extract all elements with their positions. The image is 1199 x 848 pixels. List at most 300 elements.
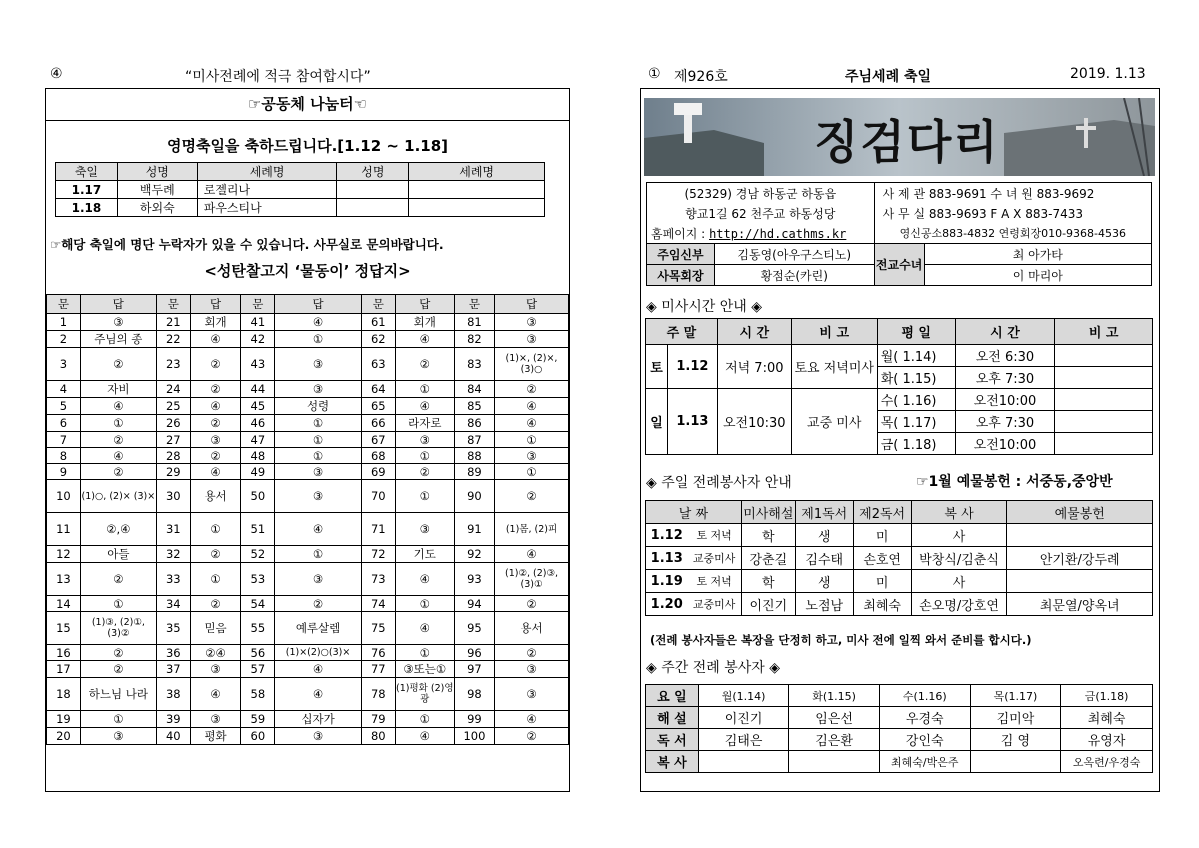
quiz-answer: ①: [275, 448, 362, 464]
name-table-header-row: [56, 163, 545, 181]
quiz-number: 74: [361, 596, 395, 612]
quiz-number: 84: [454, 381, 494, 398]
quiz-answer: ②: [80, 563, 156, 596]
quiz-number: 100: [454, 728, 494, 745]
quiz-answer: 라자로: [395, 415, 454, 432]
mass-row: [646, 345, 1153, 367]
weekly-cell: 우경숙: [879, 707, 970, 729]
mass-header: 주 말: [646, 319, 718, 345]
quiz-answer: ②: [190, 448, 241, 464]
quiz-number: 38: [156, 678, 190, 711]
slogan: “미사전례에 적극 참여합시다”: [185, 69, 371, 85]
weekly-row-label: 요 일: [646, 685, 699, 707]
quiz-number: 94: [454, 596, 494, 612]
server-date: 1.20: [646, 593, 688, 616]
weekday-date: 수( 1.16): [877, 389, 955, 411]
weekly-server-title: ◈ 주간 전례 봉사자 ◈: [646, 660, 781, 676]
quiz-number: 75: [361, 612, 395, 645]
weekly-cell: [970, 751, 1061, 773]
quiz-answer: ③: [275, 464, 362, 480]
quiz-number: 89: [454, 464, 494, 480]
quiz-number: 99: [454, 711, 494, 728]
quiz-answer: ③: [275, 348, 362, 381]
weekly-cell: 유영자: [1061, 729, 1153, 751]
quiz-number: 57: [241, 661, 275, 678]
quiz-number: 20: [47, 728, 81, 745]
quiz-number: 77: [361, 661, 395, 678]
quiz-answer: ④: [190, 398, 241, 415]
quiz-number: 73: [361, 563, 395, 596]
weekly-row-label: 복 사: [646, 751, 699, 773]
sunday-server-table: [645, 500, 1153, 616]
mass-row: [646, 389, 1153, 411]
phone-line-2: 사 무 실 883-9693 F A X 883-7433: [874, 203, 1151, 223]
quiz-answer: 하느님 나라: [80, 678, 156, 711]
quiz-answer: 기도: [395, 546, 454, 563]
mass-header: 평 일: [877, 319, 955, 345]
quiz-answer: 아들: [80, 546, 156, 563]
weekly-row-label: 독 서: [646, 729, 699, 751]
quiz-row: [47, 711, 569, 728]
server-name: 안기환/강두례: [1007, 547, 1153, 570]
quiz-answer: ③: [275, 480, 362, 513]
server-name: 미: [853, 570, 911, 593]
quiz-row: [47, 612, 569, 645]
quiz-answer: (1)평화 (2)영광: [395, 678, 454, 711]
quiz-number: 45: [241, 398, 275, 415]
quiz-answer: ③: [495, 678, 569, 711]
weekday-note: [1055, 433, 1153, 455]
weekly-row-label: 해 설: [646, 707, 699, 729]
quiz-answer: ③: [190, 432, 241, 448]
server-row: [646, 547, 1153, 570]
name-table-cell: 1.17: [56, 181, 118, 199]
server-name: 박창식/김춘식: [911, 547, 1007, 570]
quiz-answer: ②: [80, 432, 156, 448]
quiz-number: 9: [47, 464, 81, 480]
quiz-answer: ③: [275, 381, 362, 398]
weekend-note: 교중 미사: [791, 389, 877, 455]
quiz-header: 답: [190, 295, 241, 314]
server-header-row: [646, 501, 1153, 524]
quiz-answer: ③: [395, 513, 454, 546]
quiz-answer: ④: [275, 513, 362, 546]
quiz-number: 2: [47, 331, 81, 348]
homepage-link[interactable]: http://hd.cathms.kr: [709, 226, 847, 241]
address-line-2: 향교1길 62 천주교 하동성당: [647, 203, 875, 223]
weekly-cell: 수(1.16): [879, 685, 970, 707]
server-name: 학: [741, 570, 795, 593]
quiz-row: [47, 331, 569, 348]
mass-time-title: ◈ 미사시간 안내 ◈: [646, 299, 763, 315]
quiz-number: 81: [454, 314, 494, 331]
quiz-number: 76: [361, 645, 395, 661]
quiz-answer: ②: [190, 415, 241, 432]
quiz-number: 10: [47, 480, 81, 513]
weekly-cell: 임은선: [789, 707, 880, 729]
quiz-number: 86: [454, 415, 494, 432]
quiz-answer: ①: [395, 711, 454, 728]
quiz-answer: ④: [395, 563, 454, 596]
quiz-number: 85: [454, 398, 494, 415]
server-name: 손호연: [853, 547, 911, 570]
quiz-number: 29: [156, 464, 190, 480]
server-name: [1007, 524, 1153, 547]
quiz-answer: ①: [190, 563, 241, 596]
quiz-header: 문: [241, 295, 275, 314]
quiz-answer: 십자가: [275, 711, 362, 728]
weekly-server-table: [645, 684, 1153, 773]
quiz-number: 22: [156, 331, 190, 348]
quiz-answer: 자비: [80, 381, 156, 398]
weekend-time: 오전10:30: [717, 389, 791, 455]
quiz-row: [47, 678, 569, 711]
quiz-header: 답: [80, 295, 156, 314]
weekly-cell: 김미악: [970, 707, 1061, 729]
quiz-answer: ②: [275, 596, 362, 612]
server-name: 최혜숙: [853, 593, 911, 616]
quiz-answer: ③: [275, 728, 362, 745]
mass-header: 시 간: [717, 319, 791, 345]
quiz-number: 55: [241, 612, 275, 645]
weekly-cell: [698, 751, 789, 773]
quiz-answer: ②: [80, 464, 156, 480]
server-name: 노점남: [795, 593, 853, 616]
server-name: 사: [911, 524, 1007, 547]
quiz-number: 19: [47, 711, 81, 728]
quiz-row: [47, 546, 569, 563]
quiz-number: 13: [47, 563, 81, 596]
quiz-number: 14: [47, 596, 81, 612]
bulletin-date: 2019. 1.13: [1070, 66, 1146, 82]
quiz-answer: ②: [395, 464, 454, 480]
quiz-number: 91: [454, 513, 494, 546]
feast-name-table: [55, 162, 545, 217]
quiz-answer-title: <성탄찰고지 ‘물동이’ 정답지>: [204, 262, 411, 280]
feast-title: 영명축일을 축하드립니다.[1.12 ~ 1.18]: [166, 137, 449, 155]
quiz-number: 70: [361, 480, 395, 513]
nun-label: 전교수녀: [874, 244, 924, 286]
name-table-cell: 파우스티나: [197, 199, 337, 217]
quiz-number: 5: [47, 398, 81, 415]
weekly-cell: 강인숙: [879, 729, 970, 751]
quiz-number: 50: [241, 480, 275, 513]
quiz-answer: ①: [275, 546, 362, 563]
quiz-answer: ④: [190, 678, 241, 711]
name-table-cell: [337, 181, 409, 199]
quiz-header: 문: [47, 295, 81, 314]
server-mass-type: 토 저녁: [687, 570, 741, 593]
quiz-row: [47, 645, 569, 661]
weekly-cell: 오옥련/우경숙: [1061, 751, 1153, 773]
quiz-number: 78: [361, 678, 395, 711]
nun-name-1: 최 아가타: [924, 244, 1151, 265]
quiz-number: 47: [241, 432, 275, 448]
quiz-answer: ④: [395, 398, 454, 415]
server-mass-type: 교중미사: [687, 547, 741, 570]
quiz-answer: ①: [395, 480, 454, 513]
issue-number: 제926호: [674, 69, 728, 85]
quiz-answer: ①: [80, 711, 156, 728]
weekly-cell: 최혜숙: [1061, 707, 1153, 729]
council-name: 황점순(카린): [714, 265, 874, 286]
quiz-answer: ②: [495, 480, 569, 513]
quiz-answer: ②: [395, 348, 454, 381]
quiz-number: 61: [361, 314, 395, 331]
weekday-date: 목( 1.17): [877, 411, 955, 433]
weekday-time: 오전10:00: [955, 389, 1055, 411]
quiz-number: 21: [156, 314, 190, 331]
quiz-number: 67: [361, 432, 395, 448]
quiz-header: 답: [495, 295, 569, 314]
quiz-number: 69: [361, 464, 395, 480]
weekly-cell: 김태은: [698, 729, 789, 751]
quiz-number: 30: [156, 480, 190, 513]
name-table-header: 성명: [337, 163, 409, 181]
weekend-date: 1.13: [667, 389, 717, 455]
quiz-number: 16: [47, 645, 81, 661]
weekend-day: 일: [646, 389, 668, 455]
quiz-row: [47, 513, 569, 546]
quiz-number: 53: [241, 563, 275, 596]
name-table-header: 축일: [56, 163, 118, 181]
quiz-number: 83: [454, 348, 494, 381]
quiz-answer: 성령: [275, 398, 362, 415]
weekly-row: [646, 751, 1153, 773]
quiz-number: 25: [156, 398, 190, 415]
quiz-number: 56: [241, 645, 275, 661]
server-header: 복 사: [911, 501, 1007, 524]
weekly-cell: [789, 751, 880, 773]
quiz-row: [47, 314, 569, 331]
mass-header: 시 간: [955, 319, 1055, 345]
weekday-date: 금( 1.18): [877, 433, 955, 455]
quiz-answer: ①: [395, 596, 454, 612]
quiz-answer: ④: [275, 678, 362, 711]
server-note: (전례 봉사자들은 복장을 단정히 하고, 미사 전에 일찍 와서 준비를 합시다.): [650, 633, 1032, 647]
quiz-number: 71: [361, 513, 395, 546]
quiz-answer: ①: [395, 448, 454, 464]
quiz-answer: ①: [80, 596, 156, 612]
quiz-row: [47, 415, 569, 432]
server-row: [646, 524, 1153, 547]
weekday-time: 오후 7:30: [955, 411, 1055, 433]
server-guide-title: ◈ 주일 전례봉사자 안내: [646, 475, 792, 491]
quiz-answer: ④: [495, 415, 569, 432]
quiz-answer: ②④: [190, 645, 241, 661]
quiz-number: 40: [156, 728, 190, 745]
quiz-answer: ①: [395, 645, 454, 661]
quiz-number: 80: [361, 728, 395, 745]
quiz-answer: ③또는①: [395, 661, 454, 678]
quiz-number: 98: [454, 678, 494, 711]
name-table-cell: 1.18: [56, 199, 118, 217]
server-row: [646, 570, 1153, 593]
quiz-answer: ①: [190, 513, 241, 546]
server-header: 제1독서: [795, 501, 853, 524]
quiz-number: 4: [47, 381, 81, 398]
name-table-cell: [409, 181, 545, 199]
quiz-answer: ②: [495, 596, 569, 612]
quiz-answer: ①: [495, 464, 569, 480]
server-name: 생: [795, 524, 853, 547]
quiz-number: 44: [241, 381, 275, 398]
left-page-number: ④: [50, 66, 63, 82]
divider: [45, 120, 570, 121]
quiz-number: 36: [156, 645, 190, 661]
quiz-answer: ②: [80, 348, 156, 381]
feast-name: 주님세례 축일: [845, 69, 932, 85]
quiz-number: 79: [361, 711, 395, 728]
quiz-number: 34: [156, 596, 190, 612]
name-table-cell: [409, 199, 545, 217]
weekday-note: [1055, 389, 1153, 411]
quiz-answer: ④: [190, 464, 241, 480]
quiz-number: 42: [241, 331, 275, 348]
quiz-answer: ②: [495, 728, 569, 745]
mass-header: 비 고: [791, 319, 877, 345]
quiz-number: 6: [47, 415, 81, 432]
server-header: 제2독서: [853, 501, 911, 524]
quiz-number: 3: [47, 348, 81, 381]
quiz-answer: ④: [495, 398, 569, 415]
quiz-answer: (1)몸, (2)피: [495, 513, 569, 546]
quiz-answer: (1)○, (2)× (3)×: [80, 480, 156, 513]
quiz-number: 66: [361, 415, 395, 432]
name-table-header: 세례명: [409, 163, 545, 181]
quiz-answer: ③: [495, 331, 569, 348]
quiz-answer: ③: [395, 432, 454, 448]
quiz-answer: 회개: [395, 314, 454, 331]
mass-header-row: [646, 319, 1153, 345]
offering-notice: ☞1월 예물봉헌 : 서중동,중앙반: [916, 474, 1113, 490]
quiz-answer: 용서: [495, 612, 569, 645]
quiz-number: 43: [241, 348, 275, 381]
quiz-number: 49: [241, 464, 275, 480]
quiz-answer: ①: [275, 331, 362, 348]
quiz-answer: ④: [395, 331, 454, 348]
quiz-number: 41: [241, 314, 275, 331]
quiz-number: 18: [47, 678, 81, 711]
server-name: 생: [795, 570, 853, 593]
notice-text: ☞해당 축일에 명단 누락자가 있을 수 있습니다. 사무실로 문의바랍니다.: [50, 237, 444, 252]
quiz-number: 54: [241, 596, 275, 612]
quiz-row: [47, 563, 569, 596]
server-date: 1.12: [646, 524, 688, 547]
quiz-row: [47, 661, 569, 678]
quiz-number: 64: [361, 381, 395, 398]
quiz-answer: ②: [495, 381, 569, 398]
quiz-answer: ④: [495, 546, 569, 563]
quiz-answer-table: [46, 294, 569, 745]
quiz-number: 97: [454, 661, 494, 678]
right-page-header: [640, 66, 1160, 88]
quiz-number: 65: [361, 398, 395, 415]
left-page-header: [45, 66, 570, 88]
quiz-answer: ③: [495, 661, 569, 678]
weekday-time: 오전10:00: [955, 433, 1055, 455]
weekday-time: 오전 6:30: [955, 345, 1055, 367]
quiz-answer: ④: [190, 331, 241, 348]
weekday-note: [1055, 411, 1153, 433]
weekend-time: 저녁 7:00: [717, 345, 791, 389]
weekly-cell: 금(1.18): [1061, 685, 1153, 707]
quiz-number: 15: [47, 612, 81, 645]
quiz-answer: ④: [80, 398, 156, 415]
quiz-answer: ②: [190, 596, 241, 612]
quiz-number: 72: [361, 546, 395, 563]
mass-time-table: [645, 318, 1153, 455]
quiz-number: 32: [156, 546, 190, 563]
mass-header: 비 고: [1055, 319, 1153, 345]
homepage: [647, 223, 875, 244]
name-table-cell: [337, 199, 409, 217]
quiz-row: [47, 728, 569, 745]
quiz-number: 26: [156, 415, 190, 432]
quiz-number: 93: [454, 563, 494, 596]
quiz-header: 문: [156, 295, 190, 314]
quiz-row: [47, 381, 569, 398]
quiz-number: 58: [241, 678, 275, 711]
community-title: ☞공동체 나눔터☜: [247, 95, 368, 113]
server-header: 날 짜: [646, 501, 742, 524]
quiz-answer: (1)②, (2)③, (3)①: [495, 563, 569, 596]
quiz-number: 33: [156, 563, 190, 596]
quiz-number: 46: [241, 415, 275, 432]
pastor-label: 주임신부: [647, 244, 715, 265]
quiz-number: 87: [454, 432, 494, 448]
quiz-answer: ③: [275, 563, 362, 596]
quiz-number: 95: [454, 612, 494, 645]
weekly-cell: 목(1.17): [970, 685, 1061, 707]
weekly-cell: 월(1.14): [698, 685, 789, 707]
bulletin-banner: [644, 98, 1155, 176]
weekly-row: [646, 707, 1153, 729]
name-table-header: 세례명: [197, 163, 337, 181]
quiz-answer: ④: [275, 314, 362, 331]
server-name: 김수태: [795, 547, 853, 570]
quiz-row: [47, 596, 569, 612]
quiz-answer: 믿음: [190, 612, 241, 645]
quiz-answer: 주님의 종: [80, 331, 156, 348]
quiz-answer: ④: [495, 711, 569, 728]
server-mass-type: 토 저녁: [687, 524, 741, 547]
quiz-answer: ①: [275, 432, 362, 448]
quiz-number: 63: [361, 348, 395, 381]
quiz-answer: 회개: [190, 314, 241, 331]
name-table-row: [56, 181, 545, 199]
weekend-date: 1.12: [667, 345, 717, 389]
weekly-row: [646, 685, 1153, 707]
quiz-number: 23: [156, 348, 190, 381]
quiz-number: 31: [156, 513, 190, 546]
quiz-answer: ①: [80, 415, 156, 432]
quiz-number: 51: [241, 513, 275, 546]
quiz-answer: ③: [190, 661, 241, 678]
quiz-answer: ①: [275, 415, 362, 432]
quiz-number: 8: [47, 448, 81, 464]
server-name: 손오명/강호연: [911, 593, 1007, 616]
quiz-number: 92: [454, 546, 494, 563]
quiz-answer: ①: [395, 381, 454, 398]
server-name: 사: [911, 570, 1007, 593]
server-date: 1.13: [646, 547, 688, 570]
weekly-cell: 화(1.15): [789, 685, 880, 707]
quiz-header-row: [47, 295, 569, 314]
quiz-number: 28: [156, 448, 190, 464]
quiz-row: [47, 398, 569, 415]
weekly-cell: 김 영: [970, 729, 1061, 751]
